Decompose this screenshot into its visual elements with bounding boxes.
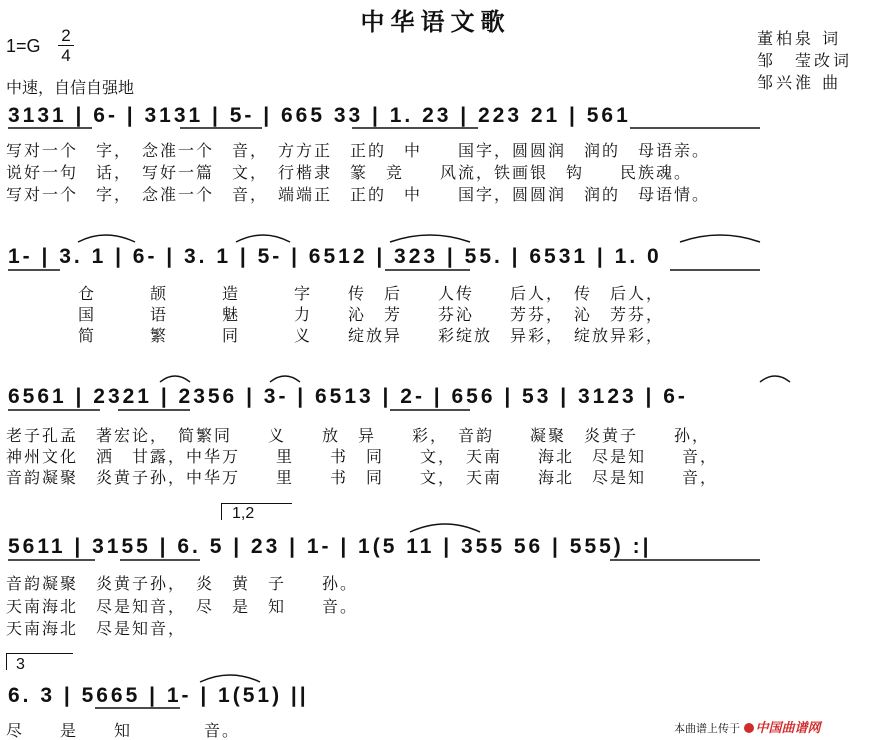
time-denominator: 4 [61, 46, 71, 65]
volta-label-first: 1,2 [232, 505, 255, 522]
slur-mark [78, 235, 135, 242]
slur-mark [760, 376, 790, 382]
lyric-line-3-2: 神州文化 洒 甘露，中华万 里 书 同 文， 天南 海北 尽是知 音， [6, 447, 719, 466]
slur-mark [390, 235, 470, 242]
lyric-line-1-1: 写对一个 字， 念准一个 音， 方方正 正的 中 国字，圆圆润 润的 母语亲。 [6, 141, 711, 160]
lyric-line-4-3: 天南海北 尽是知音， [6, 619, 187, 638]
slur-mark [200, 675, 260, 682]
notation-line-2: 1- | 3. 1 | 6- | 3. 1 | 5- | 6512 | 323 | 55. | 6531 | 1. 0 [8, 245, 662, 268]
lyric-line-4-1: 音韵凝聚 炎黄子孙， 炎 黄 子 孙。 [6, 574, 359, 593]
notation-line-4: 5611 | 3155 | 6. 5 | 23 | 1- | 1(5 11 | 355 56 | 555) :| [8, 535, 652, 558]
lyric-line-4-2: 天南海北 尽是知音， 尽 是 知 音。 [6, 597, 359, 616]
slur-mark [236, 235, 290, 242]
credit-lyricist: 董柏泉 词 [757, 29, 842, 48]
volta-label-third: 3 [16, 656, 25, 673]
slur-mark [410, 524, 480, 532]
slur-mark [270, 376, 300, 382]
credit-lyric-editor: 邹 莹改词 [757, 51, 853, 70]
song-title: 中华语文歌 [360, 8, 511, 36]
slur-mark [160, 376, 190, 382]
lyric-line-3-1: 老子孔孟 著宏论， 简繁同 义 放 异 彩， 音韵 凝聚 炎黄子 孙， [6, 426, 711, 445]
time-numerator: 2 [58, 26, 74, 46]
tempo-marking: 中速，自信自强地 [6, 78, 135, 97]
notation-line-1: 3131 | 6- | 3131 | 5- | 665 33 | 1. 23 | 223 21 | 561 [8, 104, 631, 127]
notation-line-5: 6. 3 | 5665 | 1- | 1(51) || [8, 684, 309, 707]
lyric-line-1-2: 说好一句 话， 写好一篇 文， 行楷隶 篆 竞 风流，铁画银 钩 民族魂。 [6, 163, 693, 182]
notation-line-3: 6561 | 2321 | 2356 | 3- | 6513 | 2- | 656 | 53 | 3123 | 6- [8, 385, 688, 408]
lyric-line-2-2: 国 语 魅 力 沁 芳 芬沁 芳芬， 沁 芳芬， [78, 305, 665, 324]
credit-composer: 邹兴淮 曲 [757, 73, 842, 92]
time-signature [58, 26, 74, 65]
footer-text: 本曲谱上传于 [674, 722, 740, 735]
brand-name[interactable]: 中国曲谱网 [755, 721, 821, 736]
footer-watermark [674, 717, 821, 736]
brand-logo-icon [744, 723, 754, 733]
lyric-line-1-3: 写对一个 字， 念准一个 音， 端端正 正的 中 国字，圆圆润 润的 母语情。 [6, 185, 711, 204]
lyric-line-2-3: 简 繁 同 义 绽放异 彩绽放 异彩， 绽放异彩， [78, 326, 665, 345]
key-signature: 1=G [6, 36, 41, 56]
lyric-line-2-1: 仓 颉 造 字 传 后 人传 后人， 传 后人， [78, 284, 665, 303]
lyric-line-5-1: 尽 是 知 音。 [6, 721, 241, 740]
lyric-line-3-3: 音韵凝聚 炎黄子孙，中华万 里 书 同 文， 天南 海北 尽是知 音， [6, 468, 719, 487]
slur-mark [680, 235, 760, 242]
